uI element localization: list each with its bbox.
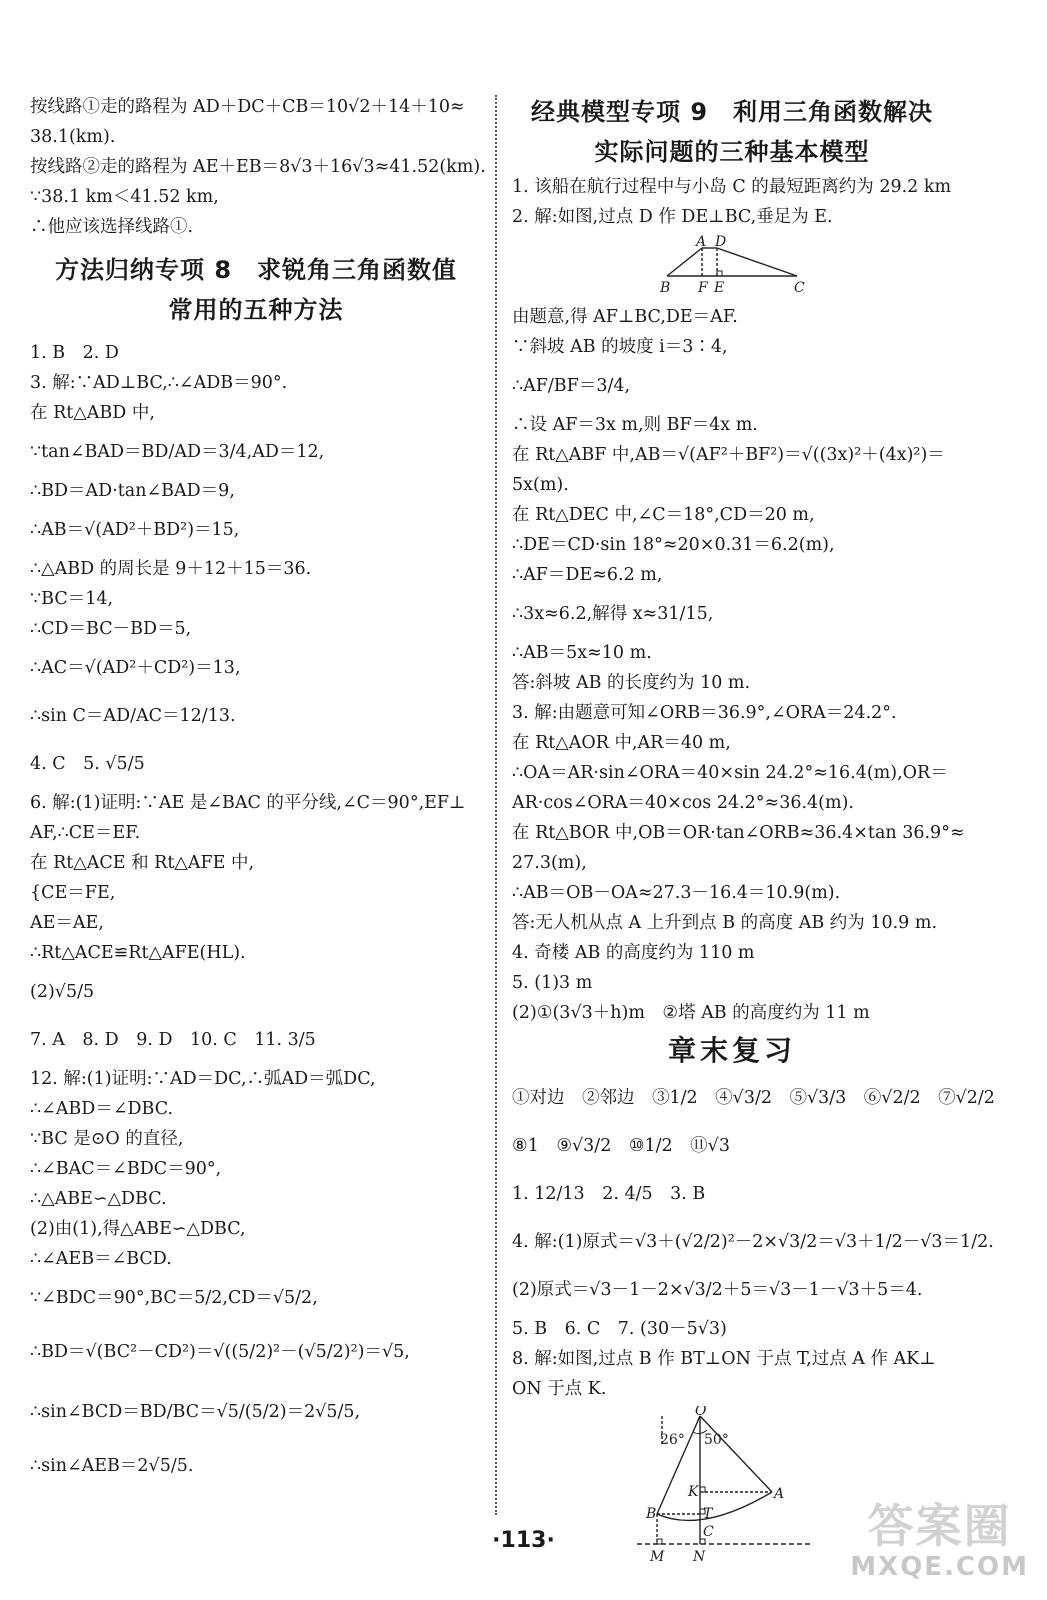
text-line: 在 Rt△ACE 和 Rt△AFE 中, <box>30 853 255 873</box>
label-n: N <box>693 1549 706 1565</box>
text-line: ∴AB＝5x≈10 m. <box>512 643 652 663</box>
text-line: 3. 解:∵AD⊥BC,∴∠ADB＝90°. <box>30 373 288 393</box>
text-line: 7. A 8. D 9. D 10. C 11. 3/5 <box>30 1030 316 1050</box>
text-line: {CE＝FE, <box>30 883 116 903</box>
text-line: 8. 解:如图,过点 B 作 BT⊥ON 于点 T,过点 A 作 AK⊥ <box>512 1349 936 1369</box>
text-line: 答:斜坡 AB 的长度约为 10 m. <box>512 673 751 693</box>
text-line: ∴AF/BF＝3/4, <box>512 376 631 396</box>
text-line: 按线路①走的路程为 AD＋DC＋CB＝10√2＋14＋10≈ <box>30 97 465 117</box>
text-line: ON 于点 K. <box>512 1379 607 1399</box>
text-line: ∴sin∠BCD＝BD/BC＝√5/(5/2)＝2√5/5, <box>30 1402 361 1422</box>
text-line: 5. B 6. C 7. (30－5√3) <box>512 1319 727 1339</box>
left-column <box>30 92 486 1490</box>
text-line: AE＝AE, <box>30 913 104 933</box>
text-line: ∴AB＝√(AD²＋BD²)＝15, <box>30 520 240 540</box>
text-line: 答:无人机从点 A 上升到点 B 的高度 AB 约为 10.9 m. <box>512 913 938 933</box>
text-line: 4. 奇楼 AB 的高度约为 110 m <box>512 943 755 963</box>
text-line: ∵BC 是⊙O 的直径, <box>30 1129 184 1149</box>
label-c: C <box>794 280 805 294</box>
label-b: B <box>660 280 671 294</box>
text-line: 5. (1)3 m <box>512 973 593 993</box>
text-line: 在 Rt△BOR 中,OB＝OR·tan∠ORB≈36.4×tan 36.9°≈ <box>512 823 965 843</box>
text-line: (2)由(1),得△ABE∽△DBC, <box>30 1219 246 1239</box>
label-d: D <box>715 234 727 250</box>
text-line: 按线路②走的路程为 AE＋EB＝8√3＋16√3≈41.52(km). <box>30 157 486 177</box>
label-e: E <box>714 280 725 294</box>
text-line: ∴BD＝√(BC²－CD²)＝√((5/2)²－(√5/2)²)＝√5, <box>30 1342 410 1362</box>
text-line: ∵BC＝14, <box>30 589 114 609</box>
trapezoid-slope-figure <box>512 234 952 294</box>
column-divider <box>495 95 497 1515</box>
text-line: ∴CD＝BC－BD＝5, <box>30 619 192 639</box>
text-line: 38.1(km). <box>30 127 116 147</box>
text-line: ∴△ABE∽△DBC. <box>30 1189 167 1209</box>
text-line: ∴∠ABD＝∠DBC. <box>30 1099 174 1119</box>
label-o: O <box>695 1406 707 1419</box>
label-angle-50: 50° <box>704 1432 729 1448</box>
text-line: ∴DE＝CD·sin 18°≈20×0.31＝6.2(m), <box>512 535 835 555</box>
text-line: ∴设 AF＝3x m,则 BF＝4x m. <box>512 415 758 435</box>
label-angle-26: 26° <box>660 1432 685 1448</box>
section-heading: 实际问题的三种基本模型 <box>594 138 870 166</box>
text-line: 2. 解:如图,过点 D 作 DE⊥BC,垂足为 E. <box>512 207 833 227</box>
text-line: ∴sin C＝AD/AC＝12/13. <box>30 706 236 726</box>
text-line: (2)①(3√3＋h)m ②塔 AB 的高度约为 11 m <box>512 1003 870 1023</box>
text-line: ∵tan∠BAD＝BD/AD＝3/4,AD＝12, <box>30 442 325 462</box>
label-b: B <box>646 1506 657 1522</box>
text-line: 由题意,得 AF⊥BC,DE＝AF. <box>512 307 738 327</box>
label-t: T <box>703 1506 713 1522</box>
text-line: 1. 12/13 2. 4/5 3. B <box>512 1184 706 1204</box>
text-line: ∴AF＝DE≈6.2 m, <box>512 565 663 585</box>
text-line: ∵∠BDC＝90°,BC＝5/2,CD＝√5/2, <box>30 1288 318 1308</box>
chapter-review-heading: 章末复习 <box>667 1034 796 1067</box>
text-line: 1. 该船在航行过程中与小岛 C 的最短距离约为 29.2 km <box>512 177 952 197</box>
page-number: ·113· <box>492 1528 555 1553</box>
text-line: 12. 解:(1)证明:∵AD＝DC,∴弧AD＝弧DC, <box>30 1069 376 1089</box>
text-line: ∴OA＝AR·sin∠ORA＝40×sin 24.2°≈16.4(m),OR＝ <box>512 763 948 783</box>
text-line: ∴△ABD 的周长是 9＋12＋15＝36. <box>30 559 312 579</box>
text-line: ∴BD＝AD·tan∠BAD＝9, <box>30 481 235 501</box>
watermark-logo <box>850 1490 1029 1582</box>
text-line: 4. C 5. √5/5 <box>30 754 145 774</box>
text-line: ∴∠AEB＝∠BCD. <box>30 1249 172 1269</box>
text-line: 在 Rt△ABF 中,AB＝√(AF²＋BF²)＝√((3x)²＋(4x)²)＝ <box>512 445 945 465</box>
label-k: K <box>688 1484 699 1500</box>
label-a: A <box>696 234 707 250</box>
label-f: F <box>698 280 708 294</box>
text-line: ∴AB＝OB－OA≈27.3－16.4＝10.9(m). <box>512 883 841 903</box>
watermark-text: 答案圈 <box>867 1499 1012 1553</box>
text-line: 在 Rt△DEC 中,∠C＝18°,CD＝20 m, <box>512 505 815 525</box>
label-m: M <box>650 1549 665 1565</box>
section-heading: 经典模型专项 9 利用三角函数解决 <box>530 98 934 126</box>
text-line: ∴AC＝√(AD²＋CD²)＝13, <box>30 658 241 678</box>
text-line: (2)√5/5 <box>30 982 95 1002</box>
text-line: 27.3(m), <box>512 853 587 873</box>
text-line: ∴∠BAC＝∠BDC＝90°, <box>30 1159 222 1179</box>
text-line: ①对边 ②邻边 ③1/2 ④√3/2 ⑤√3/3 ⑥√2/2 ⑦√2/2 <box>512 1088 995 1108</box>
text-line: 5x(m). <box>512 475 569 495</box>
text-line: 4. 解:(1)原式＝√3＋(√2/2)²－2×√3/2＝√3＋1/2－√3＝1/2. <box>512 1232 994 1252</box>
text-line: ∵38.1 km＜41.52 km, <box>30 187 219 207</box>
text-line: 在 Rt△AOR 中,AR＝40 m, <box>512 733 731 753</box>
text-line: ⑧1 ⑨√3/2 ⑩1/2 ⑪√3 <box>512 1136 730 1156</box>
text-line: 在 Rt△ABD 中, <box>30 403 155 423</box>
text-line: ∵斜坡 AB 的坡度 i＝3∶4, <box>512 337 728 357</box>
section-heading: 常用的五种方法 <box>168 296 344 324</box>
watermark-url: MXQE.COM <box>850 1552 1029 1582</box>
label-a: A <box>774 1486 785 1502</box>
text-line: ∴Rt△ACE≌Rt△AFE(HL). <box>30 943 246 963</box>
text-line: ∴3x≈6.2,解得 x≈31/15, <box>512 604 714 624</box>
text-line: ∴他应该选择线路①. <box>30 217 194 237</box>
text-line: 1. B 2. D <box>30 343 119 363</box>
text-line: (2)原式＝√3－1－2×√3/2＋5＝√3－1－√3＋5＝4. <box>512 1280 923 1300</box>
section-heading: 方法归纳专项 8 求锐角三角函数值 <box>54 256 458 284</box>
label-c: C <box>703 1524 714 1540</box>
text-line: 3. 解:由题意可知∠ORB＝36.9°,∠ORA＝24.2°. <box>512 703 897 723</box>
text-line: AR·cos∠ORA＝40×cos 24.2°≈36.4(m). <box>512 793 854 813</box>
text-line: 6. 解:(1)证明:∵AE 是∠BAC 的平分线,∠C＝90°,EF⊥ <box>30 793 466 813</box>
text-line: AF,∴CE＝EF. <box>30 823 141 843</box>
text-line: ∴sin∠AEB＝2√5/5. <box>30 1456 194 1476</box>
